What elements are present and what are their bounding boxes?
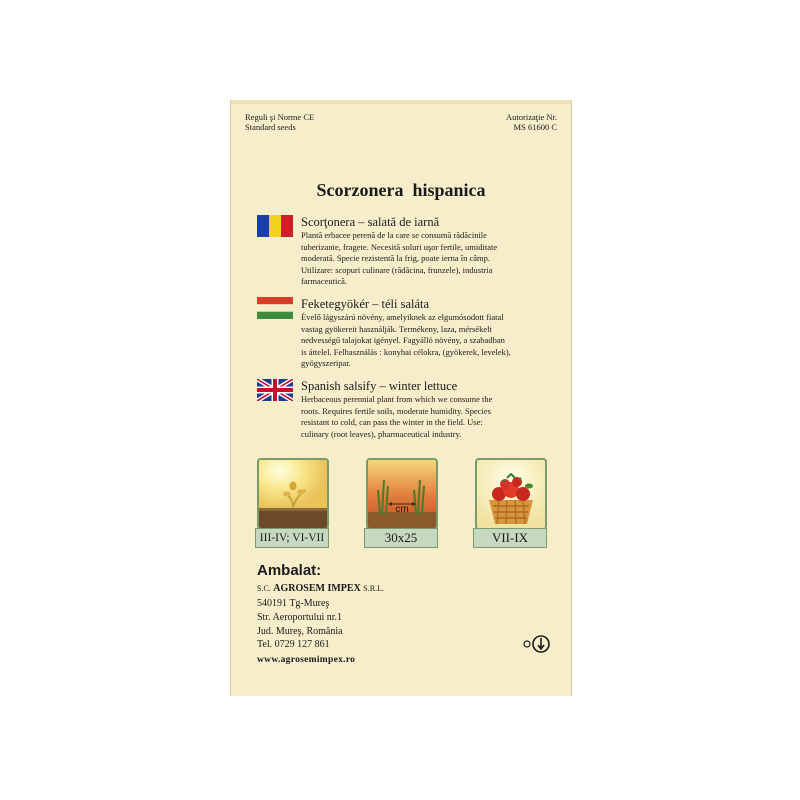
plant-spacing-icon bbox=[366, 458, 438, 530]
text-line: Plantă erbacee perenă de la care se consumă rădăcinile bbox=[301, 230, 487, 240]
packet-top-band bbox=[231, 100, 571, 104]
text-line: Utilizare: scopuri culinare (rădăcina, frunzele), industria bbox=[301, 264, 493, 275]
text-line: gyógyszeripar. bbox=[301, 358, 351, 368]
romanian-description bbox=[301, 230, 559, 288]
sowing-period-caption: III-IV; VI-VII bbox=[255, 528, 329, 548]
spacing-unit-label: cm bbox=[395, 504, 409, 515]
text-line: tuberizante, fragete. Necesită soluri uşor fertile, umiditate bbox=[301, 241, 498, 252]
header-left bbox=[245, 112, 314, 132]
packer-heading: Ambalat: bbox=[257, 562, 322, 579]
recycling-mark-icon bbox=[521, 632, 557, 654]
romania-flag-icon bbox=[257, 215, 293, 237]
header-right-line1: Autorizaţie Nr. bbox=[506, 112, 557, 122]
text-line: Évelő lágyszárú növény, amelyiknek az elgumósodott fiatal bbox=[301, 312, 504, 322]
hungarian-description bbox=[301, 312, 559, 370]
text-line: is áttelel. Felhasználás : konyhai célokra, (gyökerek, levelek), bbox=[301, 346, 511, 357]
romanian-heading: Scorţonera – salată de iarnă bbox=[301, 215, 440, 229]
sowing-period-icon bbox=[257, 458, 329, 530]
county-line: Jud. Mureş, România bbox=[257, 626, 343, 637]
uk-flag-icon bbox=[257, 379, 293, 401]
english-description bbox=[301, 394, 559, 440]
seed-packet-back bbox=[230, 100, 572, 696]
company-suffix: S.R.L. bbox=[363, 584, 384, 593]
header-left-line2: Standard seeds bbox=[245, 122, 296, 132]
street-line: Str. Aeroportului nr.1 bbox=[257, 612, 342, 623]
text-line: Herbaceous perennial plant from which we consume the bbox=[301, 394, 493, 404]
text-line: vastag gyökereit használják. Termékeny, laza, mérsékelt bbox=[301, 323, 492, 334]
species-title: Scorzonera hispanica bbox=[316, 180, 486, 200]
company-name: AGROSEM IMPEX bbox=[273, 583, 361, 594]
text-line: farmaceutică. bbox=[301, 276, 348, 286]
postal-line: 540191 Tg-Mureş bbox=[257, 598, 330, 609]
text-line: culinary (root leaves), pharmaceutical industry. bbox=[301, 428, 462, 439]
company-line bbox=[257, 583, 384, 595]
header-right bbox=[506, 112, 557, 132]
harvest-period-caption: VII-IX bbox=[473, 528, 547, 548]
english-heading: Spanish salsify – winter lettuce bbox=[301, 379, 458, 393]
text-line: roots. Requires fertile soils, moderate humidity. Species bbox=[301, 405, 491, 416]
phone-line: Tel. 0729 127 861 bbox=[257, 639, 330, 650]
harvest-period-icon bbox=[475, 458, 547, 530]
plant-spacing-caption: 30x25 bbox=[364, 528, 438, 548]
hungary-flag-icon bbox=[257, 297, 293, 319]
text-line: moderată. Specie rezistentă la frig, poate ierna în câmp. bbox=[301, 253, 491, 263]
header-right-line2: MS 61600 C bbox=[513, 122, 557, 132]
text-line: nedvességű talajokat igényel. Fagyálló növény, a szabadban bbox=[301, 335, 505, 345]
company-prefix: S.C. bbox=[257, 584, 271, 593]
hungarian-heading: Feketegyökér – téli saláta bbox=[301, 297, 430, 311]
text-line: resistant to cold, can pass the winter in the field. Use: bbox=[301, 417, 483, 427]
header-left-line1: Reguli şi Norme CE bbox=[245, 112, 315, 122]
website-link[interactable]: www.agrosemimpex.ro bbox=[257, 655, 356, 665]
